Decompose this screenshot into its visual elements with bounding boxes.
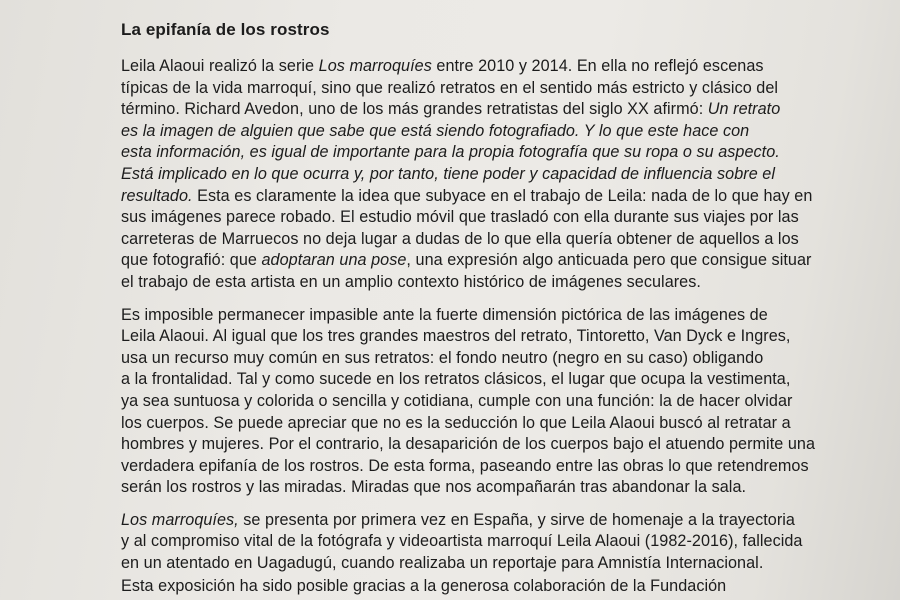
text-run: verdadera epifanía de los rostros. De esta forma, paseando entre las obras lo que retendremos — [121, 456, 809, 475]
text-run: Leila Alaoui. Al igual que los tres grandes maestros del retrato, Tintoretto, Van Dyck e Ingres, — [121, 327, 791, 346]
text-run: usa un recurso muy común en sus retratos: el fondo neutro (negro en su caso) obligando — [121, 348, 764, 367]
paragraph-1 — [121, 56, 881, 294]
paragraph-3 — [121, 510, 881, 596]
text-line — [121, 56, 881, 78]
page-title: La epifanía de los rostros — [121, 20, 330, 39]
text-line — [121, 413, 881, 435]
wall-text-panel — [121, 20, 881, 596]
text-run: carreteras de Marruecos no deja lugar a dudas de lo que ella quería obtener de aquellos a los — [121, 229, 799, 248]
text-line — [121, 250, 881, 272]
body-text — [121, 56, 881, 596]
text-line — [121, 369, 881, 391]
italic-run: esta información, es igual de importante para la propia fotografía que su ropa o su aspecto. — [121, 143, 780, 162]
text-run: ya sea suntuosa y colorida o sencilla y cotidiana, cumple con una función: la de hacer olvidar — [121, 391, 793, 410]
text-line — [121, 99, 881, 121]
italic-run: es la imagen de alguien que sabe que está siendo fotografiado. Y lo que este hace con — [121, 121, 750, 140]
text-line — [121, 207, 881, 229]
italic-run: adoptaran una pose — [261, 251, 407, 270]
text-run: y al compromiso vital de la fotógrafa y videoartista marroquí Leila Alaoui (1982-2016), fallecida — [121, 532, 803, 551]
text-run: en un atentado en Uagadugú, cuando realizaba un reportaje para Amnistía Internacional. — [121, 554, 764, 573]
text-run: Leila Alaoui realizó la serie — [121, 57, 319, 75]
text-run: serán los rostros y las miradas. Miradas que nos acompañarán tras abandonar la sala. — [121, 478, 747, 497]
text-run: el trabajo de esta artista en un amplio contexto histórico de imágenes seculares. — [121, 272, 701, 291]
italic-run: resultado. — [121, 186, 193, 205]
text-run: los cuerpos. Se puede apreciar que no es la seducción lo que Leila Alaoui buscó al retratar a — [121, 413, 791, 432]
text-run: se presenta por primera vez en España, y sirve de homenaje a la trayectoria — [238, 510, 795, 529]
text-run: que fotografió: que — [121, 251, 262, 270]
text-line — [121, 456, 881, 478]
text-line — [121, 576, 881, 598]
italic-run: Un retrato — [707, 100, 781, 119]
text-line — [121, 477, 881, 499]
text-line — [121, 531, 881, 553]
text-line — [121, 553, 881, 575]
text-line — [121, 78, 881, 100]
text-run: Es imposible permanecer impasible ante la fuerte dimensión pictórica de las imágenes de — [121, 305, 768, 324]
text-line — [121, 348, 881, 370]
text-line — [121, 326, 881, 348]
italic-run: Está implicado en lo que ocurra y, por tanto, tiene poder y capacidad de influencia sobre el — [121, 164, 775, 183]
text-line — [121, 272, 881, 294]
text-run: típicas de la vida marroquí, sino que realizó retratos en el sentido más estricto y clásico del — [121, 78, 779, 97]
text-run: entre 2010 y 2014. En ella no reflejó escenas — [431, 57, 764, 75]
text-run: Esta exposición ha sido posible gracias a la generosa colaboración de la Fundación — [121, 576, 727, 595]
text-line — [121, 510, 881, 532]
paragraph-2 — [121, 305, 881, 499]
text-line — [121, 121, 881, 143]
italic-run: Los marroquíes, — [121, 510, 239, 529]
text-line — [121, 391, 881, 413]
italic-run: Los marroquíes — [318, 57, 432, 75]
text-run: , una expresión algo anticuada pero que consigue situar — [406, 251, 812, 270]
text-line — [121, 164, 881, 186]
text-run: a la frontalidad. Tal y como sucede en los retratos clásicos, el lugar que ocupa la vestimenta, — [121, 370, 791, 389]
text-run: sus imágenes parece robado. El estudio móvil que trasladó con ella durante sus viajes por las — [121, 208, 799, 227]
text-line — [121, 186, 881, 208]
text-line — [121, 229, 881, 251]
text-line — [121, 305, 881, 327]
text-run: Esta es claramente la idea que subyace en el trabajo de Leila: nada de lo que hay en — [192, 186, 813, 205]
text-run: término. Richard Avedon, uno de los más grandes retratistas del siglo XX afirmó: — [121, 100, 708, 119]
text-line — [121, 142, 881, 164]
text-run: hombres y mujeres. Por el contrario, la desaparición de los cuerpos bajo el atuendo permite una — [121, 435, 815, 454]
text-line — [121, 434, 881, 456]
